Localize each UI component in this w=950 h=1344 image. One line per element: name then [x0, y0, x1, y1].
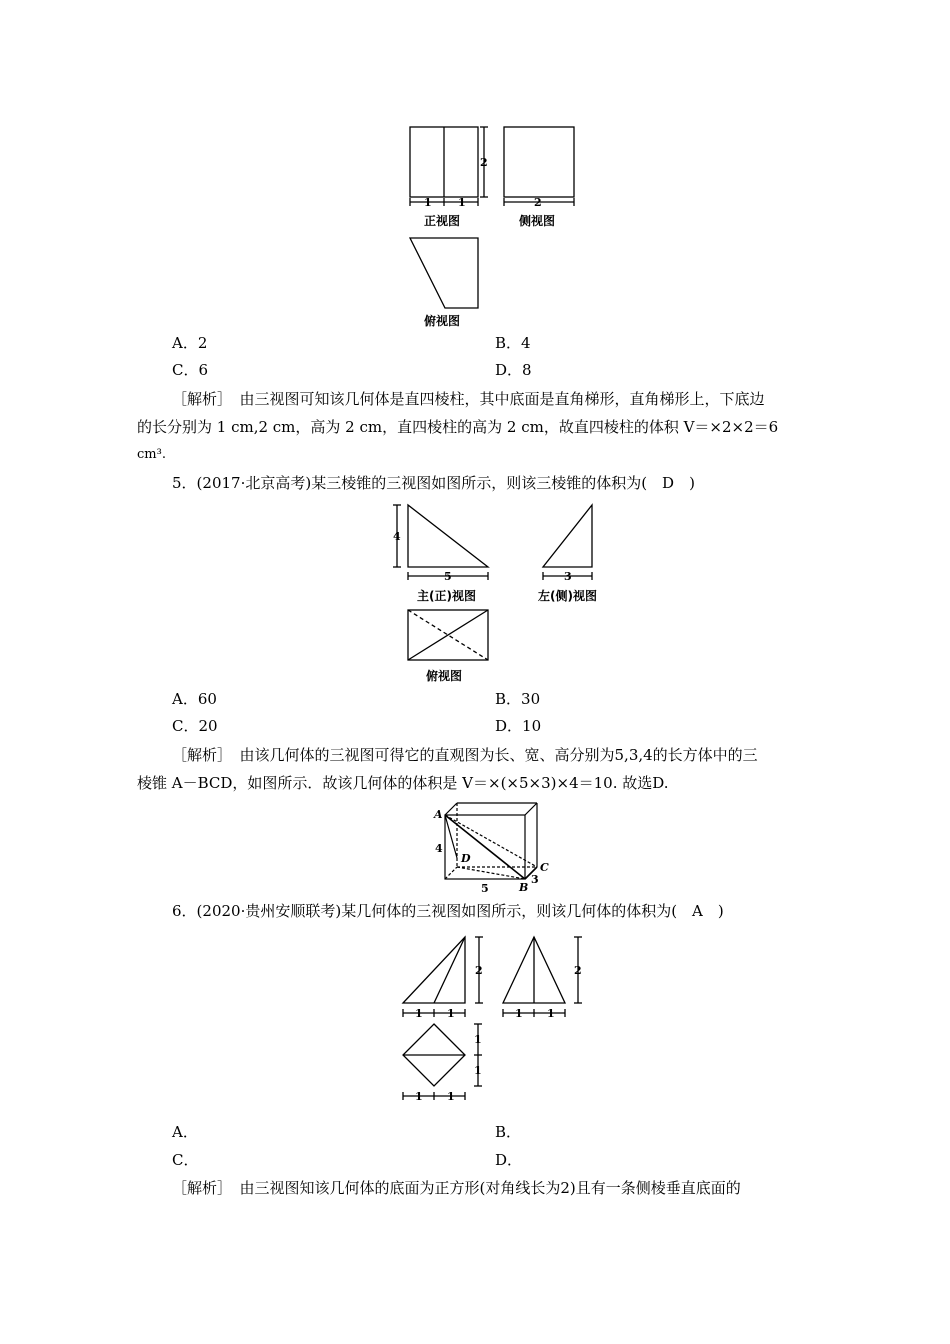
q6-dim-side-1b: 1 — [547, 1007, 555, 1020]
q5-front-caption: 主(正)视图 — [417, 589, 476, 603]
q6-dim-top-1b: 1 — [474, 1064, 482, 1077]
q6-option-d: D． — [495, 1151, 523, 1169]
q5-side-view — [543, 505, 592, 567]
q4-front-caption: 正视图 — [424, 214, 461, 228]
q5-dim-3: 3 — [564, 570, 572, 583]
q6-three-view-figure — [395, 930, 595, 1115]
q6-front-view — [403, 937, 465, 1003]
q5-cube-label-d: D — [461, 852, 471, 865]
q5-cube-label-a: A — [434, 808, 443, 821]
q5-cuboid-figure — [430, 798, 560, 898]
q4-top-caption: 俯视图 — [424, 314, 461, 328]
q5-dim-5: 5 — [444, 570, 452, 583]
q5-option-a: A．60 — [172, 690, 217, 708]
q6-dim-top-1d: 1 — [447, 1090, 455, 1103]
q4-option-d: D．8 — [495, 361, 532, 379]
q4-side-view — [504, 127, 574, 197]
q4-option-c: C．6 — [172, 361, 209, 379]
q5-option-d: D．10 — [495, 717, 542, 735]
q6-dim-front-2: 2 — [475, 964, 483, 977]
q6-dim-side-2: 2 — [574, 964, 582, 977]
q6-dim-top-1a: 1 — [474, 1033, 482, 1046]
q6-stem: 6．(2020·贵州安顺联考)某几何体的三视图如图所示，则该几何体的体积为( A ) — [172, 902, 724, 920]
q5-cube-label-b: B — [519, 881, 529, 894]
q6-dim-front-1b: 1 — [447, 1007, 455, 1020]
q5-option-c: C．20 — [172, 717, 218, 735]
q5-cube-edge-4: 4 — [435, 842, 443, 855]
q6-option-c: C． — [172, 1151, 199, 1169]
q4-analysis-line3: cm³. — [137, 447, 166, 462]
q5-analysis-line1: ［解析］ 由该几何体的三视图可得它的直观图为长、宽、高分别为5,3,4的长方体中的三 — [172, 746, 758, 764]
q4-option-b: B．4 — [495, 334, 531, 352]
q4-dim-1a: 1 — [424, 196, 432, 209]
q5-stem: 5．(2017·北京高考)某三棱锥的三视图如图所示，则该三棱锥的体积为( D ) — [172, 474, 695, 492]
q4-analysis-line2: 的长分别为 1 cm,2 cm，高为 2 cm，直四棱柱的高为 2 cm，故直四棱柱的体积 V＝×2×2＝6 — [137, 418, 779, 436]
q4-side-caption: 侧视图 — [519, 214, 556, 228]
q4-top-view — [410, 238, 478, 308]
q5-cube-edge-3: 3 — [531, 873, 539, 886]
q5-top-caption: 俯视图 — [426, 669, 463, 683]
q5-front-view — [408, 505, 488, 567]
q5-side-caption: 左(侧)视图 — [538, 589, 597, 603]
q4-option-a: A．2 — [172, 334, 208, 352]
q5-analysis-line2: 棱锥 A－BCD，如图所示．故该几何体的体积是 V＝×(×5×3)×4＝10. 故选D. — [137, 774, 669, 792]
q6-option-b: B． — [495, 1123, 522, 1141]
q4-dim-h: 2 — [480, 156, 488, 169]
q4-dim-side: 2 — [534, 196, 542, 209]
q6-dim-side-1a: 1 — [515, 1007, 523, 1020]
q4-dim-1b: 1 — [458, 196, 466, 209]
q6-analysis-line1: ［解析］ 由三视图知该几何体的底面为正方形(对角线长为2)且有一条侧棱垂直底面的 — [172, 1179, 741, 1197]
q6-dim-top-1c: 1 — [415, 1090, 423, 1103]
q6-option-a: A． — [172, 1123, 198, 1141]
q5-cube-edge-5: 5 — [481, 882, 489, 895]
q5-dim-4: 4 — [393, 530, 401, 543]
q6-dim-front-1a: 1 — [415, 1007, 423, 1020]
q5-cube-label-c: C — [540, 861, 549, 874]
q4-analysis-line1: ［解析］ 由三视图可知该几何体是直四棱柱，其中底面是直角梯形，直角梯形上，下底边 — [172, 390, 765, 408]
q5-option-b: B．30 — [495, 690, 541, 708]
